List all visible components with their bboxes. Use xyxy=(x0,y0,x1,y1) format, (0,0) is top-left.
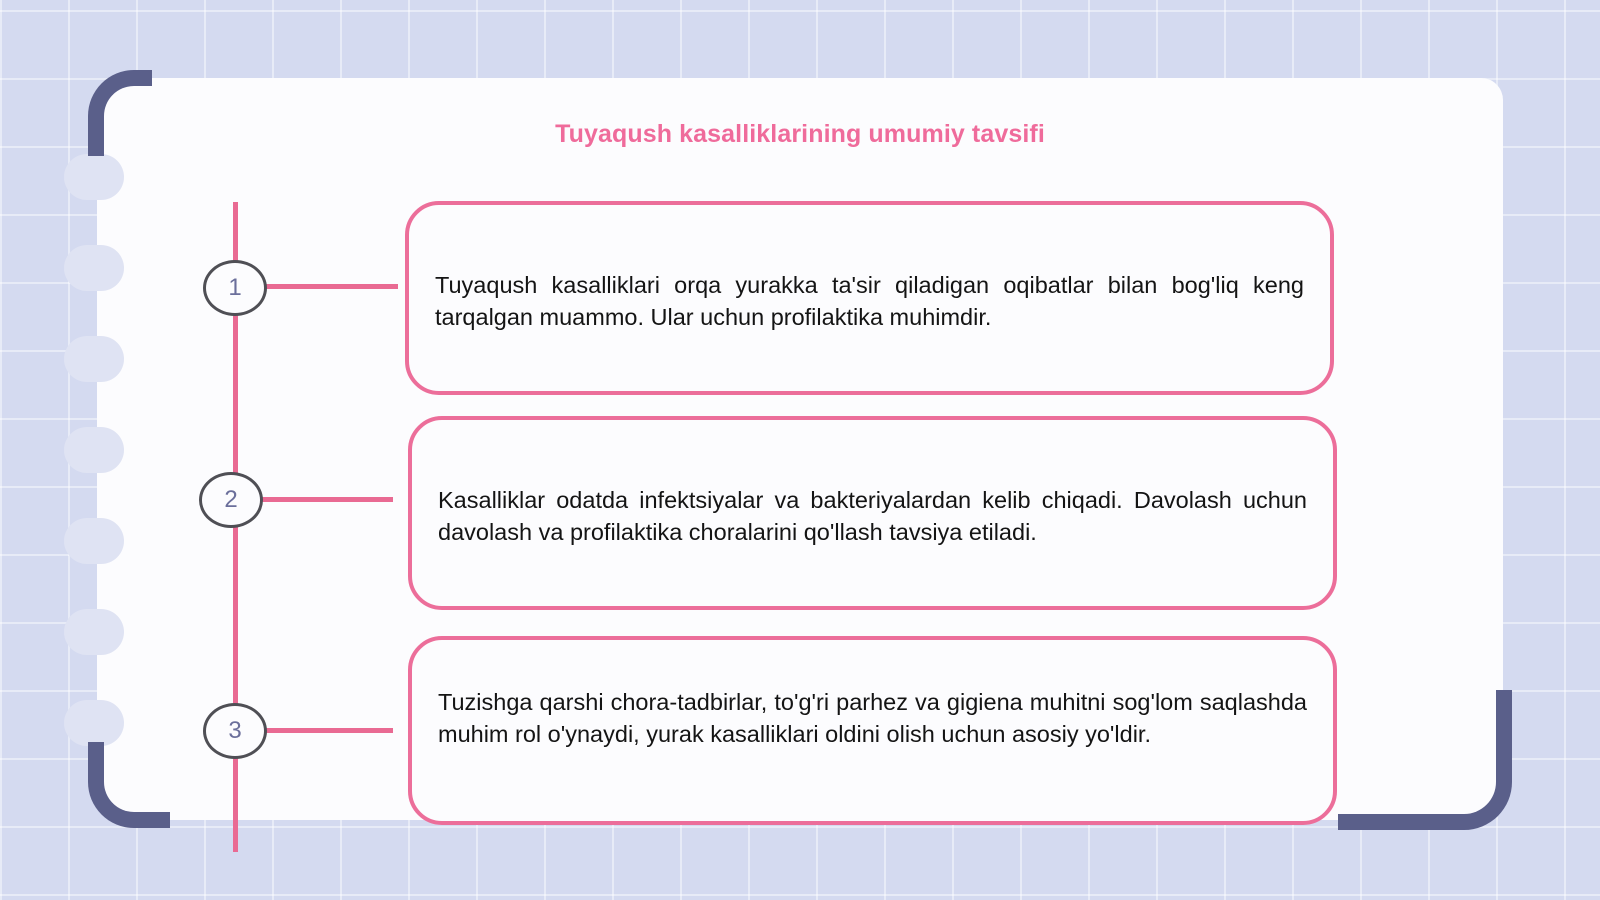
step-card xyxy=(405,201,1334,395)
step-number-badge xyxy=(203,260,267,316)
notebook-edge-scallop xyxy=(64,518,124,564)
step-number: 1 xyxy=(228,274,242,301)
timeline-connector xyxy=(262,284,398,289)
notebook-edge-scallop xyxy=(64,700,124,746)
step-number-badge xyxy=(199,472,263,528)
frame-corner-bottom-right xyxy=(1338,690,1512,830)
step-text: Tuyaqush kasalliklari orqa yurakka ta'sir qiladigan oqibatlar bilan bog'liq keng tarqalgan muammo. Ular uchun profilaktika muhimdir. xyxy=(435,272,1304,330)
step-text: Kasalliklar odatda infektsiyalar va bakteriyalardan kelib chiqadi. Davolash uchun davolash va profilaktika choralarini qo'llash tavsiya etiladi. xyxy=(438,487,1307,545)
timeline-connector xyxy=(263,728,393,733)
notebook-edge-scallop xyxy=(64,427,124,473)
step-number: 3 xyxy=(228,717,242,744)
step-card xyxy=(408,636,1337,825)
notebook-edge-scallop xyxy=(64,336,124,382)
slide-title: Tuyaqush kasalliklarining umumiy tavsifi xyxy=(555,120,1045,148)
step-number-badge xyxy=(203,703,267,759)
timeline-connector xyxy=(260,497,393,502)
notebook-edge-scallop xyxy=(64,154,124,200)
notebook-edge-scallop xyxy=(64,609,124,655)
step-number: 2 xyxy=(224,486,238,513)
frame-corner-bottom-left xyxy=(88,742,170,828)
notebook-edge-scallop xyxy=(64,245,124,291)
step-card xyxy=(408,416,1337,610)
frame-corner-top-left xyxy=(88,70,152,156)
step-text: Tuzishga qarshi chora-tadbirlar, to'g'ri parhez va gigiena muhitni sog'lom saqlashda muhim rol o'ynaydi, yurak kasalliklari oldini olish uchun asosiy yo'ldir. xyxy=(438,689,1307,747)
